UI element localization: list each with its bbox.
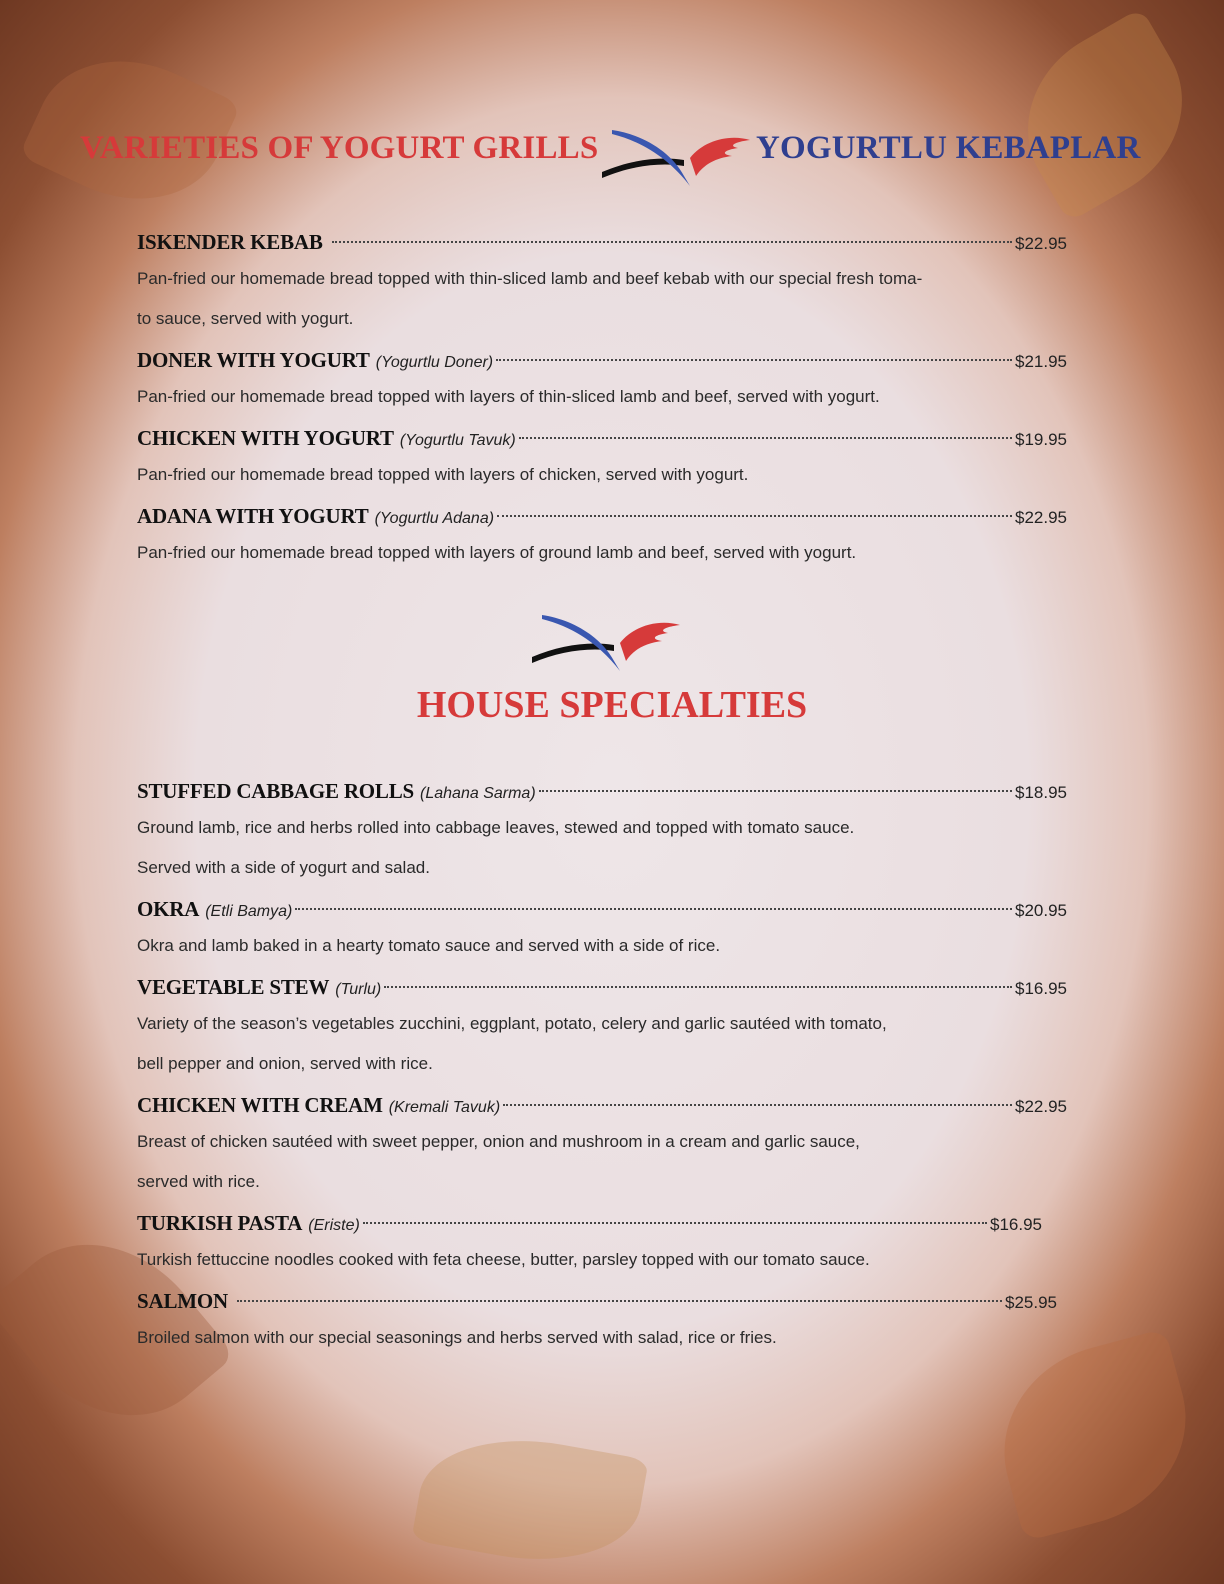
item-turkish-name: (Etli Bamya)	[205, 903, 293, 920]
dot-leader	[237, 1300, 1002, 1302]
menu-item-header	[137, 1284, 1057, 1318]
menu-item-header	[137, 421, 1067, 455]
item-description: Pan-fried our homemade bread topped with thin-sliced lamb and beef kebab with our special fresh toma-	[137, 269, 923, 288]
item-price: $18.95	[1015, 783, 1067, 802]
item-name: OKRA	[137, 897, 200, 921]
item-name: TURKISH PASTA	[137, 1211, 303, 1235]
section-title-english: VARIETIES OF YOGURT GRILLS	[80, 130, 599, 166]
item-name: ISKENDER KEBAB	[137, 230, 323, 254]
house-specialties-title: HOUSE SPECIALTIES	[416, 684, 808, 726]
item-name: SALMON	[137, 1289, 228, 1313]
dot-leader	[503, 1104, 1012, 1106]
item-price: $22.95	[1015, 1097, 1067, 1116]
menu-item-header	[137, 774, 1067, 808]
item-name: ADANA WITH YOGURT	[137, 504, 369, 528]
menu-item-header	[137, 343, 1067, 377]
item-description-cont: served with rice.	[137, 1172, 260, 1191]
item-turkish-name: (Turlu)	[335, 981, 382, 998]
house-specialties-menu	[137, 774, 1067, 1358]
dot-leader	[539, 790, 1012, 792]
dot-leader	[332, 241, 1012, 243]
item-turkish-name: (Yogurtlu Tavuk)	[399, 432, 516, 449]
item-turkish-name: (Eriste)	[308, 1217, 360, 1234]
item-price: $19.95	[1015, 430, 1067, 449]
item-name: VEGETABLE STEW	[137, 975, 330, 999]
item-name: CHICKEN WITH CREAM	[137, 1093, 383, 1117]
item-description-cont: bell pepper and onion, served with rice.	[137, 1054, 433, 1073]
item-description: Pan-fried our homemade bread topped with layers of thin-sliced lamb and beef, served with yogurt.	[137, 387, 880, 406]
menu-item-header	[137, 1206, 1042, 1240]
item-description: Ground lamb, rice and herbs rolled into cabbage leaves, stewed and topped with tomato sauce.	[137, 818, 855, 837]
yogurt-grills-header	[80, 120, 1144, 200]
item-description: Turkish fettuccine noodles cooked with feta cheese, butter, parsley topped with our tomato sauce.	[137, 1250, 870, 1269]
dot-leader	[496, 359, 1012, 361]
item-turkish-name: (Kremali Tavuk)	[388, 1099, 501, 1116]
item-description-cont: Served with a side of yogurt and salad.	[137, 858, 430, 877]
item-price: $20.95	[1015, 901, 1067, 920]
dot-leader	[384, 986, 1012, 988]
item-price: $16.95	[990, 1215, 1042, 1234]
item-price: $22.95	[1015, 508, 1067, 527]
dot-leader	[519, 437, 1012, 439]
section-title-turkish: YOGURTLU KEBAPLAR	[756, 130, 1141, 166]
item-description: Breast of chicken sautéed with sweet pepper, onion and mushroom in a cream and garlic sauce,	[137, 1132, 860, 1151]
item-description: Pan-fried our homemade bread topped with layers of chicken, served with yogurt.	[137, 465, 749, 484]
dot-leader	[363, 1222, 987, 1224]
item-turkish-name: (Yogurtlu Adana)	[374, 510, 495, 527]
item-description: Broiled salmon with our special seasonings and herbs served with salad, rice or fries.	[137, 1328, 777, 1347]
item-price: $21.95	[1015, 352, 1067, 371]
item-name: DONER WITH YOGURT	[137, 348, 370, 372]
item-turkish-name: (Yogurtlu Doner)	[375, 354, 494, 371]
swoosh-flame-logo-icon	[530, 605, 682, 675]
yogurt-grills-menu	[137, 225, 1067, 573]
item-description: Variety of the season’s vegetables zucchini, eggplant, potato, celery and garlic sautéed with tomato,	[137, 1014, 887, 1033]
item-name: CHICKEN WITH YOGURT	[137, 426, 394, 450]
dot-leader	[295, 908, 1012, 910]
item-price: $16.95	[1015, 979, 1067, 998]
item-description-cont: to sauce, served with yogurt.	[137, 309, 354, 328]
item-description: Okra and lamb baked in a hearty tomato sauce and served with a side of rice.	[137, 936, 721, 955]
item-name: STUFFED CABBAGE ROLLS	[137, 779, 415, 803]
menu-item-header	[137, 892, 1067, 926]
item-description: Pan-fried our homemade bread topped with layers of ground lamb and beef, served with yogurt.	[137, 543, 857, 562]
menu-item-header	[137, 970, 1067, 1004]
item-price: $25.95	[1005, 1293, 1057, 1312]
menu-item-header	[137, 225, 1067, 259]
item-turkish-name: (Lahana Sarma)	[420, 785, 536, 802]
swoosh-flame-logo-icon	[600, 120, 752, 190]
item-price: $22.95	[1015, 234, 1067, 253]
menu-item-header	[137, 1088, 1067, 1122]
dot-leader	[497, 515, 1012, 517]
menu-item-header	[137, 499, 1067, 533]
